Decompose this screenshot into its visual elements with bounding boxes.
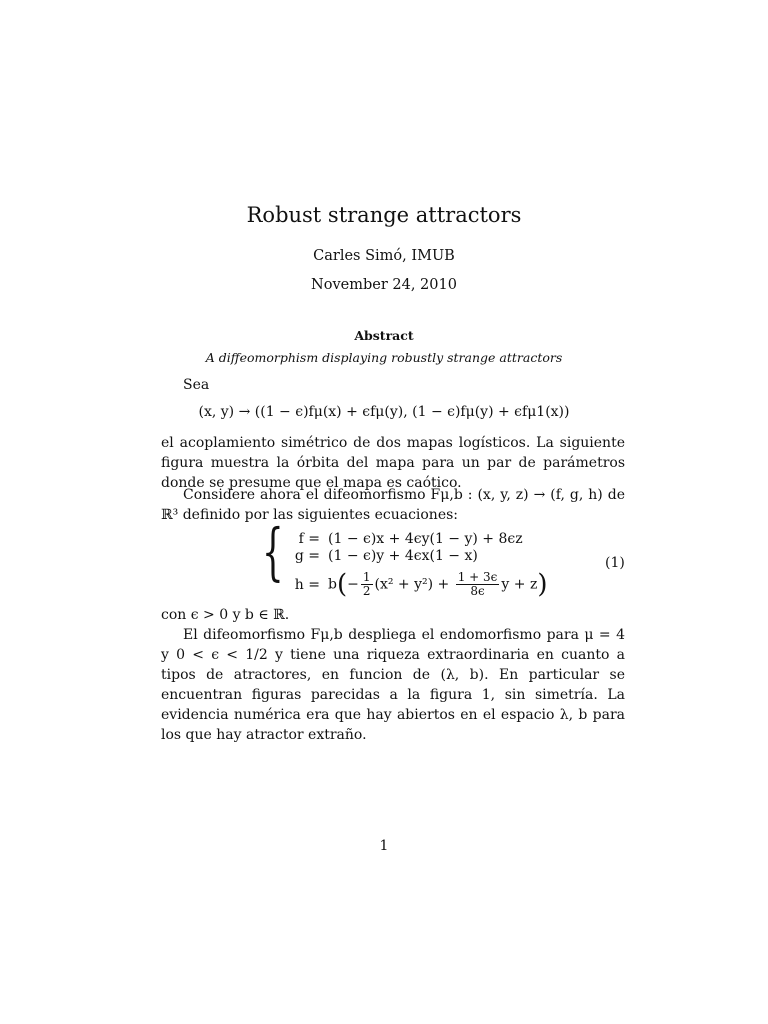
- f-rhs: (1 − ϵ)x + 4ϵy(1 − y) + 8ϵz: [328, 531, 523, 547]
- frac1-den: 2: [362, 584, 371, 598]
- paragraph-1: el acoplamiento simétrico de dos mapas logísticos. La siguiente figura muestra la órbita del mapa para un par de parámetros donde se presume que el mapa es caótico.: [161, 435, 625, 491]
- equation-f: [282, 531, 523, 547]
- paragraph-3: con ϵ > 0 y b ∈ ℝ.: [161, 607, 290, 623]
- equation-h: h = b(− $\frac{1}{2}$ (x² + y²) + $\frac{1 + 3\epsilon}{8\epsilon}$ y + z): [282, 571, 547, 598]
- g-rhs: (1 − ϵ)y + 4ϵx(1 − x): [328, 548, 478, 564]
- h-b: b: [328, 576, 337, 593]
- page-number: 1: [379, 838, 389, 854]
- paragraph-4: El difeomorfismo Fμ,b despliega el endomorfismo para μ = 4 y 0 < ϵ < 1/2 y tiene una riqueza extraordinaria en cuanto a tipos de atractores, en funcion de (λ, b). En particular se encuentran figuras parecidas a la figura 1, sin simetría. La evidencia numérica era que hay abiertos en el espacio λ, b para los que hay atractor extraño.: [161, 627, 625, 743]
- paragraph-2: Considere ahora el difeomorfismo Fμ,b : (x, y, z) → (f, g, h) de ℝ³ definido por las siguientes ecuaciones:: [161, 487, 625, 523]
- paper-author: Carles Simó, IMUB: [313, 248, 455, 264]
- map-equation: (x, y) → ((1 − ϵ)fμ(x) + ϵfμ(y), (1 − ϵ)fμ(y) + ϵfμ1(x)): [198, 404, 570, 420]
- left-paren: (: [336, 569, 348, 600]
- left-brace: {: [262, 515, 284, 588]
- equation-g: [282, 548, 478, 564]
- h-tail: y + z: [501, 576, 538, 593]
- fraction-half: [361, 571, 373, 598]
- h-mid: (x² + y²) +: [374, 576, 450, 593]
- frac2-num: 1 + 3ϵ: [457, 570, 498, 584]
- paper-date: November 24, 2010: [311, 277, 457, 293]
- right-paren: ): [537, 569, 548, 600]
- f-lhs: f =: [298, 531, 320, 547]
- sea-text: Sea: [183, 377, 210, 393]
- g-lhs: g =: [294, 548, 320, 564]
- abstract-text: A diffeomorphism displaying robustly strange attractors: [205, 350, 563, 365]
- equation-system: [262, 515, 548, 600]
- frac1-num: 1: [362, 570, 371, 584]
- h-lhs: h =: [294, 576, 320, 593]
- fraction-eps: [456, 571, 500, 598]
- equation-number: (1): [605, 555, 625, 571]
- paper-title: Robust strange attractors: [246, 203, 522, 227]
- abstract-heading: Abstract: [354, 328, 414, 343]
- frac2-den: 8ϵ: [470, 584, 485, 598]
